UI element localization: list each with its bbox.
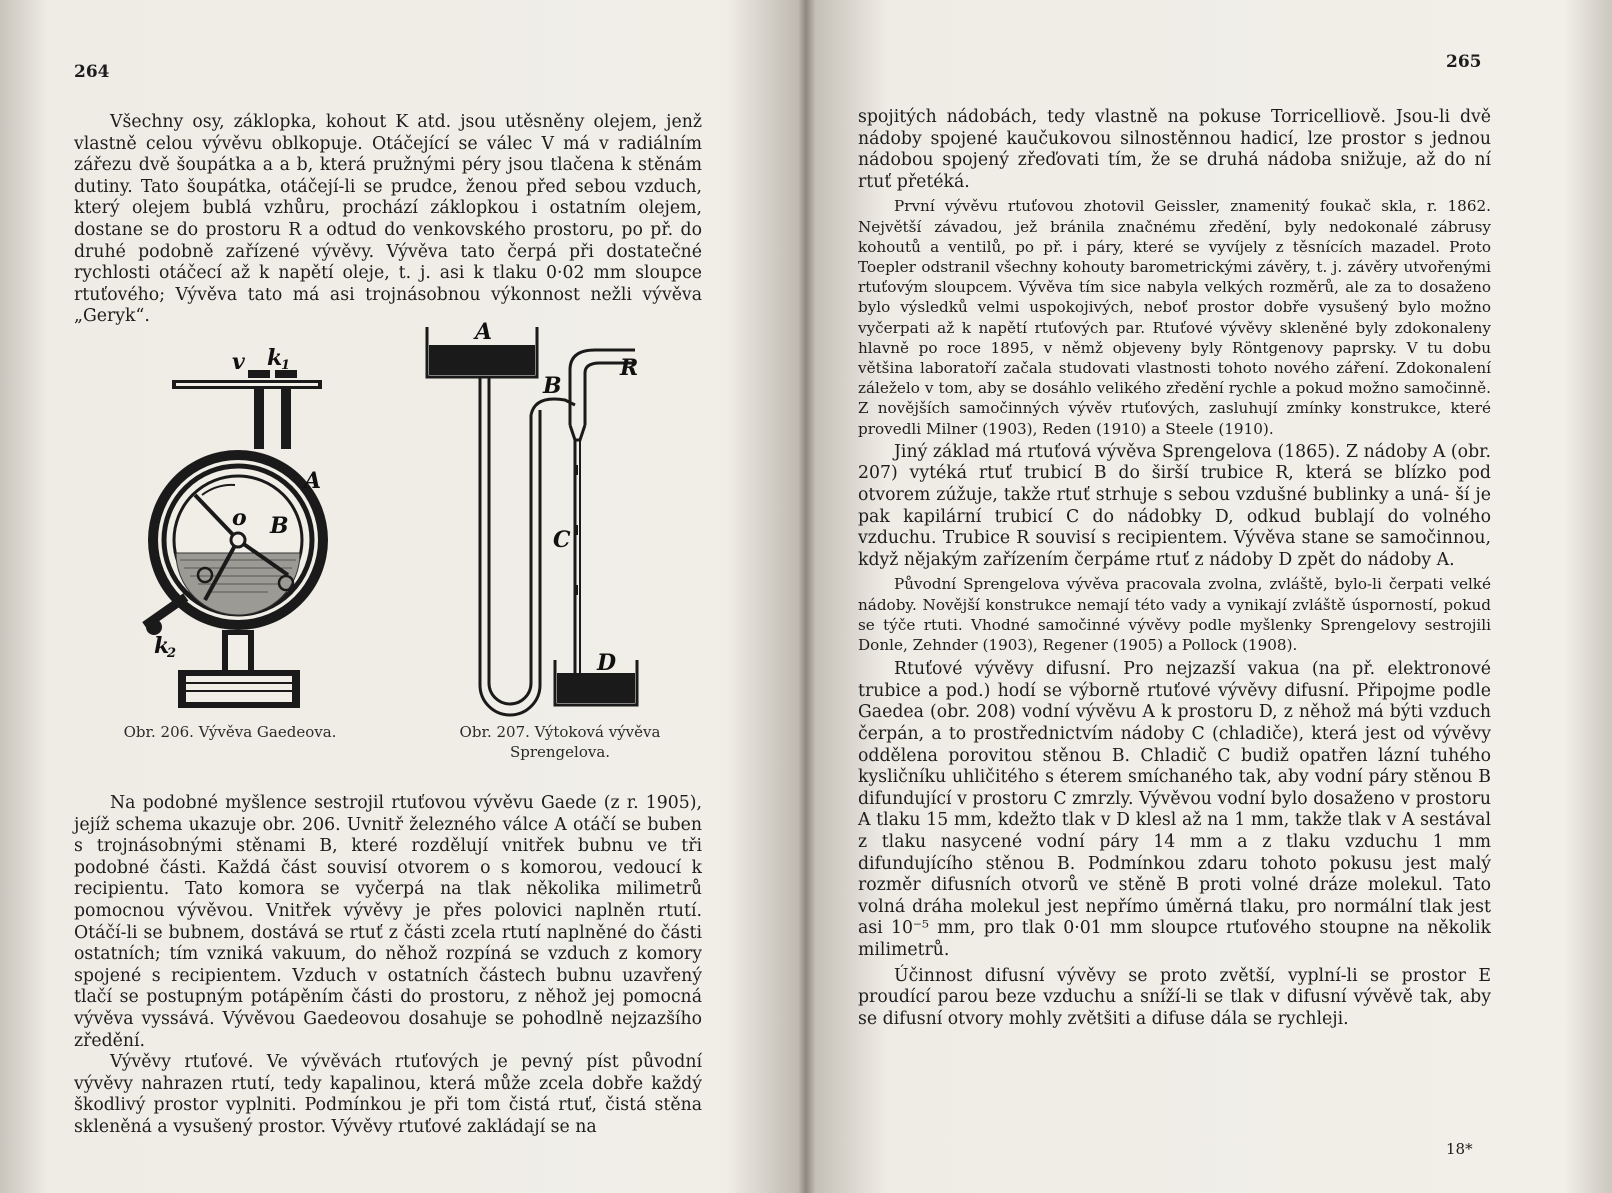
page-number-right: 265 — [1446, 52, 1482, 72]
caption-207 — [420, 722, 700, 762]
page-number-left: 264 — [74, 62, 110, 82]
fig206-label-v: v — [232, 349, 245, 375]
right-paragraph-2: První vývěvu rtuťovou zhotovil Geissler, znamenitý foukač skla, r. 1862. Největší závadou, jež bránila značnému zředění, byly nedokonalé zábrusy kohoutů a ventilů, po př. i páry, které se vyvíjely z těsnících mazadel. Proto Toepler odstranil všechny kohouty barometrickými závěry, t. j. závěry utvořenými rtuťovým sloupcem. Vývěva tím sice nabyla velkých rozměrů, ale za to dosaženo bylo výsledků velmi uspokojivých, neboť prostor dobře vysušený bylo možno vyčerpati až k napětí rtuťových par. Rtuťové vývěvy skleněné byly zdokonaleny hlavně po roce 1895, v němž objeveny byly Röntgenovy paprsky. V tu dobu většina laboratoří začala studovati vlastnosti tohoto nového záření. Zdokonalení záleželo v tom, aby se dosáhlo velikého zředění rychle a pokud možno samočinně. Z novějších samočinných vývěv rtuťových, zasluhují zmínky konstrukce, které provedli Milner (1903), Reden (1910) a Steele (1910). — [858, 197, 1491, 438]
left-para-1-block — [74, 112, 702, 328]
fig207-label-r: R — [620, 355, 639, 381]
fig207-label-c: C — [553, 527, 571, 553]
right-paragraph-1: spojitých nádobách, tedy vlastně na pokuse Torricelliově. Jsou-li dvě nádoby spojené kaučukovou silnostěnnou hadicí, lze prostor s jednou nádobou spojený zřeďovati tím, že se druhá nádoba snižuje, až do ní rtuť přetéká. — [858, 107, 1491, 192]
left-para-2-block — [74, 793, 702, 1139]
fig207-label-d: D — [597, 650, 617, 676]
right-paragraph-6: Účinnost difusní vývěvy se proto zvětší, vyplní-li se prostor E proudící parou beze vzduchu a sníží-li se tlak v difusní vývěvě tak, aby se difusní otvory mohly zvětšiti a difuse dála se rychleji. — [858, 965, 1491, 1029]
right-paragraph-5: Rtuťové vývěvy difusní. Pro nejzazší vakua (na př. elektronové trubice a pod.) hodí se výborně rtuťové vývěvy difusní. Připojme podle Gaedea (obr. 208) vodní vývěvu A k prostoru D, z něhož má býti vzduch čerpán, a to prostřednictvím nádoby C (chladiče), která jest od vývěvy oddělena porovitou stěnou B. Chladič C budiž opatřen lázní tuhého kysličníku uhličitého s éterem smíchaného tak, aby vodní páry stěnou B difundující v prostoru C zmrzly. Vývěvou vodní bylo dosaženo v prostoru A tlaku 15 mm, kdežto tlak v D klesl až na 1 mm, takže tlak v A sestával z tlaku nasycené vodní páry 14 mm a z tlaku vzduchu 1 mm difundujícího stěnou B. Podmínkou zdaru tohoto pokusu jest malý rozměr difusních otvorů ve stěně B proti volné dráze molekul. Tato volná dráha molekul jest nepřímo úměrná tlaku, pro normální tlak jest asi 10⁻⁵ mm, pro tlak 0·01 mm sloupce rtuťového stoupne na několik milimetrů. — [858, 659, 1491, 960]
fig206-label-k2-sub: 2 — [167, 646, 177, 661]
caption-206: Obr. 206. Vývěva Gaedeova. — [123, 723, 337, 741]
figure-207-sprengel-pump — [425, 319, 655, 720]
right-paragraph-3: Jiný základ má rtuťová vývěva Sprengelova (1865). Z nádoby A (obr. 207) vytéká rtuť trubicí B do širší trubice R, která se blízko pod otvorem zúžuje, takže rtuť strhuje s sebou vzdušné bublinky a uná‑ ší je pak kapilární trubicí C do nádobky D, odkud bublají do volného vzduchu. Trubice R souvisí s recipientem. Vývěva stane se samočinnou, když nějakým zařízením čerpáme rtuť z nádoby D zpět do nádoby A. — [858, 441, 1491, 570]
fig206-label-k2: k — [154, 633, 170, 659]
figure-206-gaede-pump — [110, 345, 350, 715]
fig207-label-a: A — [475, 319, 493, 345]
caption-207-line-2: Sprengelova. — [509, 743, 611, 761]
left-paragraph-1: Všechny osy, záklopka, kohout K atd. jsou utěsněny olejem, jenž vlastně celou vývěvu oblkopuje. Otáčející se válec V má v radiálním zářezu dvě šoupátka a a b, která pružnými péry jsou tlačena k stěnám dutiny. Tato šoupátka, otáčejí-li se prudce, ženou před sebou vzduch, který olejem bublá vzhůru, prochází záklopkou i ostatním olejem, dostane se do prostoru R a odtud do venkovského prostoru, po př. do druhé podobně zařízené vývěvy. Vývěva tato čerpá při dostatečné rychlosti otáčecí až k napětí oleje, t. j. asi k tlaku 0·02 mm sloupce rtuťového; Vývěva tato má asi trojnásobnou výkonnost nežli vývěva „Geryk“. — [74, 112, 702, 327]
fig206-label-a: A — [304, 468, 322, 494]
caption-207-line-1: Obr. 207. Výtoková vývěva — [459, 723, 661, 741]
fig206-label-k1: k — [267, 345, 283, 371]
fig207-label-b: B — [543, 373, 562, 399]
left-paragraph-3: Vývěvy rtuťové. Ve vývěvách rtuťových je pevný píst původní vývěvy nahrazen rtutí, tedy kapalinou, která může zcela dobře každý škodlivý prostor vyplniti. Podmínkou je při tom čistá rtuť, čistá stěna skleněná a vysušený prostor. Vývěvy rtuťové zakládají se na — [74, 1052, 702, 1137]
left-paragraph-2: Na podobné myšlence sestrojil rtuťovou vývěvu Gaede (z r. 1905), jejíž schema ukazuje obr. 206. Uvnitř železného válce A otáčí se buben s trojnásobnými stěnami B, které rozdělují vnitřek bubnu ve tři podobné části. Každá část souvisí otvorem o s komorou, vedoucí k recipientu. Tato komora se vyčerpá na tlak několika milimetrů pomocnou vývěvou. Vnitřek vývěvy je přes polovici naplněn rtutí. Otáčí-li se bubnem, dostává se rtuť z části zcela rtutí naplněné do části ostatních; tím vzniká vakuum, do něhož rozpíná se vzduch z komory spojené s recipientem. Vzduch v ostatních částech bubnu uzavřený tlačí se postupným potápěním části do prostoru, z něhož jej pomocná vývěva vyssává. Vývěvou Gaedeovou dosahuje se pohodlně nejzazšího zředění. — [74, 793, 702, 1051]
left-page — [0, 0, 800, 1193]
right-text-block — [858, 107, 1491, 1030]
fig206-label-b: B — [270, 513, 289, 539]
right-page — [806, 0, 1612, 1193]
fig206-label-o: o — [232, 505, 247, 531]
signature-mark: 18* — [1446, 1140, 1473, 1158]
right-paragraph-4: Původní Sprengelova vývěva pracovala zvolna, zvláště, bylo-li čerpati velké nádoby. Novější konstrukce nemají této vady a vynikají zvláště úsporností, pokud se týče rtuti. Vhodné samočinné vývěvy podle myšlenky Sprengelovy sestrojili Donle, Zehnder (1903), Regener (1905) a Pollock (1908). — [858, 575, 1491, 654]
fig206-label-k1-sub: 1 — [281, 358, 291, 373]
